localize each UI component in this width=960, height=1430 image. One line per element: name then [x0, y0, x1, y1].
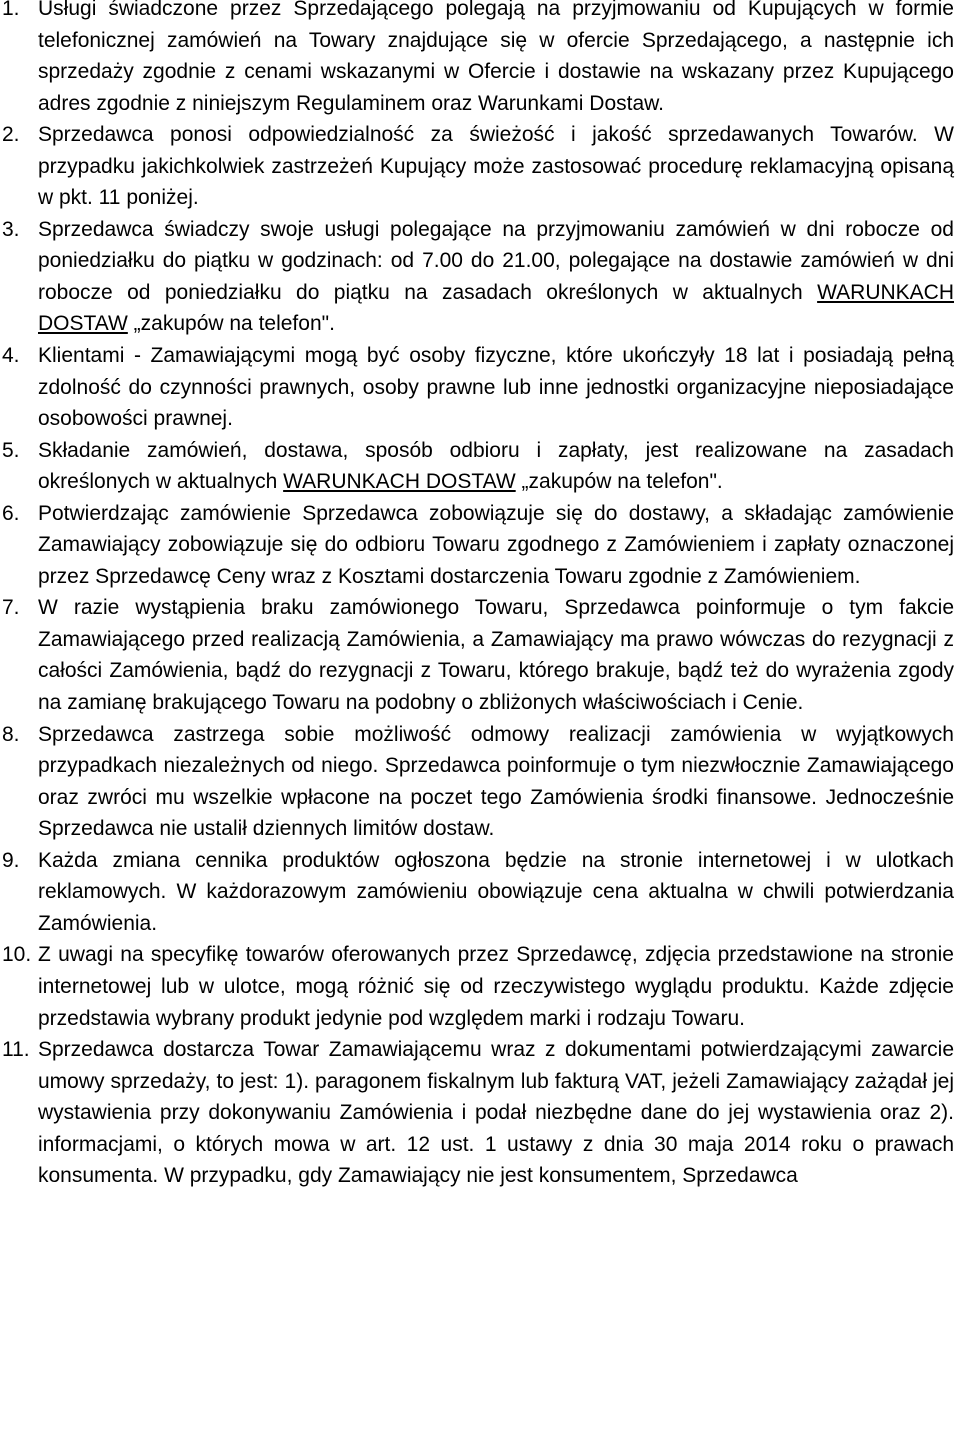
- item-text: Z uwagi na specyfikę towarów oferowanych przez Sprzedawcę, zdjęcia przedstawione na stronie internetowej lub w ulotce, mogą różnić się od rzeczywistego wyglądu produktu. Każde zdjęcie przedstawia wybrany produkt jedynie pod względem marki i rodzaju Towaru.: [38, 943, 954, 1030]
- item-text-part: Sprzedawca świadczy swoje usługi polegające na przyjmowaniu zamówień w dni robocze od poniedziałku do piątku w godzinach: od 7.00 do 21.00, polegające na dostawie zamówień w dni robocze od poniedziałku do piątku na zasadach określonych w aktualnych: [38, 217, 954, 304]
- item-number: 2.: [2, 123, 20, 147]
- item-number: 6.: [2, 501, 20, 525]
- item-number: 3.: [2, 217, 20, 241]
- list-item: [0, 340, 960, 435]
- item-number: 10.: [2, 943, 32, 967]
- list-item: [0, 435, 960, 498]
- warunki-dostaw-link[interactable]: WARUNKACH DOSTAW: [38, 280, 954, 336]
- item-text-part: „zakupów na telefon".: [515, 470, 723, 494]
- list-item: [0, 1034, 960, 1192]
- list-item: [0, 119, 960, 214]
- list-item: [0, 592, 960, 718]
- list-item: [0, 719, 960, 845]
- item-text: W razie wystąpienia braku zamówionego Towaru, Sprzedawca poinformuje o tym fakcie Zamawiającego przed realizacją Zamówienia, a Zamawiający ma prawo wówczas do rezygnacji z całości Zamówienia, bądź do rezygnacji z Towaru, którego brakuje, bądź też do wyrażenia zgody na zamianę brakującego Towaru na podobny o zbliżonych właściwościach i Cenie.: [38, 596, 954, 715]
- item-number: 8.: [2, 722, 20, 746]
- item-text: Sprzedawca dostarcza Towar Zamawiającemu wraz z dokumentami potwierdzającymi zawarcie umowy sprzedaży, to jest: 1). paragonem fiskalnym lub fakturą VAT, jeżeli Zamawiający zażądał jej wystawienia przy dokonywaniu Zamówienia i podał niezbędne dane do jej wystawienia oraz 2). informacjami, o których mowa w art. 12 ust. 1 ustawy z dnia 30 maja 2014 roku o prawach konsumenta. W przypadku, gdy Zamawiający nie jest konsumentem, Sprzedawca: [38, 1038, 954, 1188]
- item-text: Każda zmiana cennika produktów ogłoszona będzie na stronie internetowej i w ulotkach reklamowych. W każdorazowym zamówieniu obowiązuje cena aktualna w chwili potwierdzania Zamówienia.: [38, 848, 954, 935]
- warunki-dostaw-link[interactable]: WARUNKACH DOSTAW: [283, 470, 516, 494]
- item-text: Potwierdzając zamówienie Sprzedawca zobowiązuje się do dostawy, a składając zamówienie Zamawiający zobowiązuje się do odbioru Towaru zgodnego z Zamówieniem i zapłaty oznaczonej przez Sprzedawcę Ceny wraz z Kosztami dostarczenia Towaru zgodnie z Zamówieniem.: [38, 501, 954, 588]
- item-text-part: „zakupów na telefon".: [127, 312, 335, 336]
- item-number: 5.: [2, 438, 20, 462]
- item-number: 1.: [2, 0, 20, 20]
- item-text: [38, 214, 954, 340]
- item-number: 7.: [2, 596, 20, 620]
- item-text: [38, 435, 954, 498]
- item-text-part: Składanie zamówień, dostawa, sposób odbioru i zapłaty, jest realizowane na zasadach określonych w aktualnych: [38, 438, 954, 494]
- item-text: Sprzedawca ponosi odpowiedzialność za świeżość i jakość sprzedawanych Towarów. W przypadku jakichkolwiek zastrzeżeń Kupujący może zastosować procedurę reklamacyjną opisaną w pkt. 11 poniżej.: [38, 123, 954, 210]
- item-number: 4.: [2, 344, 20, 368]
- list-item: [0, 498, 960, 593]
- item-text: Klientami - Zamawiającymi mogą być osoby fizyczne, które ukończyły 18 lat i posiadają pełną zdolność do czynności prawnych, osoby prawne lub inne jednostki organizacyjne nieposiadające osobowości prawnej.: [38, 344, 954, 431]
- item-number: 11.: [2, 1038, 30, 1062]
- item-number: 9.: [2, 848, 20, 872]
- list-item: [0, 214, 960, 340]
- item-text: Usługi świadczone przez Sprzedającego polegają na przyjmowaniu od Kupujących w formie telefonicznej zamówień na Towary znajdujące się w ofercie Sprzedającego, a następnie ich sprzedaży zgodnie z cenami wskazanymi w Ofercie i dostawie na wskazany przez Kupującego adres zgodnie z niniejszym Regulaminem oraz Warunkami Dostaw.: [38, 0, 954, 115]
- list-item: [0, 939, 960, 1034]
- list-item: [0, 0, 960, 119]
- item-text: Sprzedawca zastrzega sobie możliwość odmowy realizacji zamówienia w wyjątkowych przypadkach niezależnych od niego. Sprzedawca poinformuje o tym niezwłocznie Zamawiającego oraz zwróci mu wszelkie wpłacone na poczet tego Zamówienia środki finansowe. Jednocześnie Sprzedawca nie ustalił dziennych limitów dostaw.: [38, 722, 954, 841]
- list-item: [0, 845, 960, 940]
